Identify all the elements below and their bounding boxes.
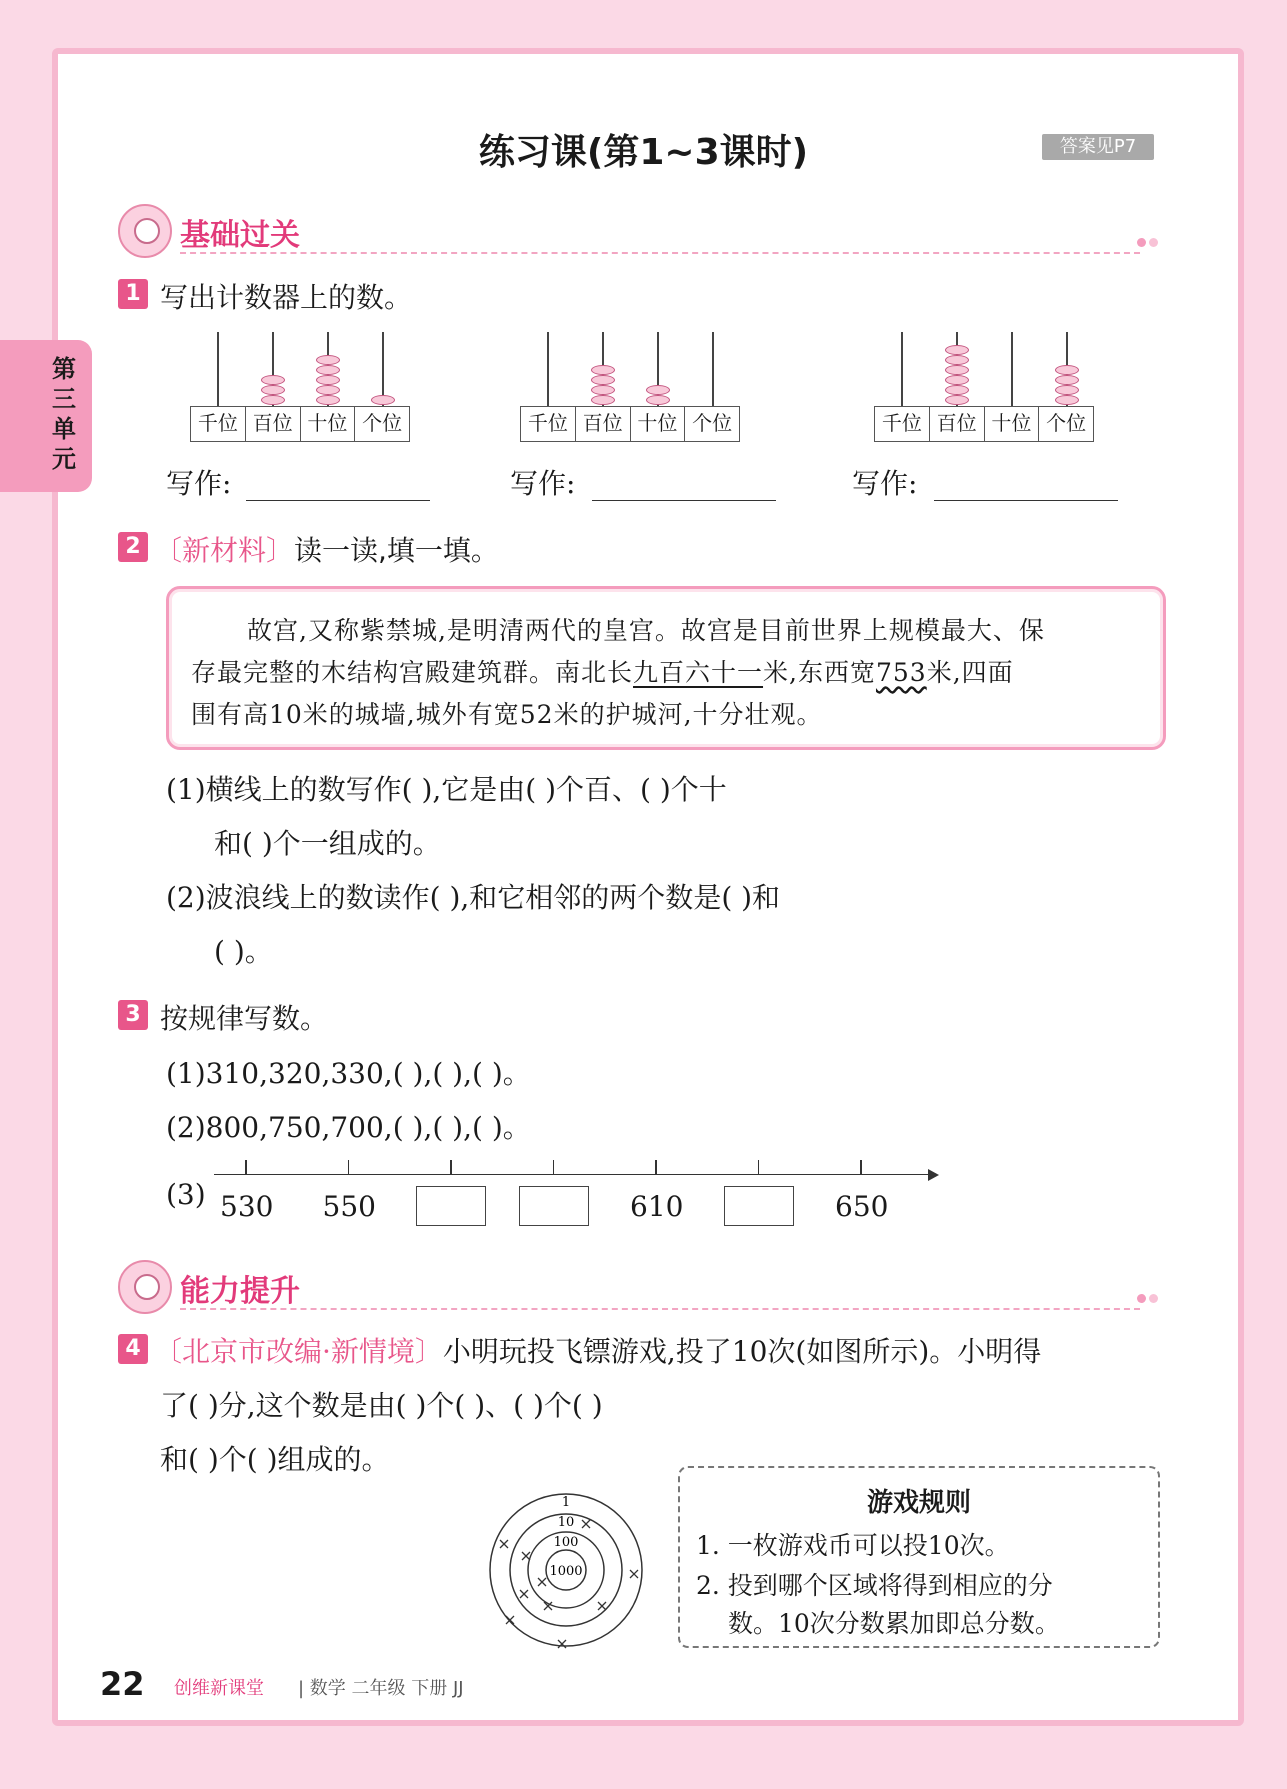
game-rule-1: 1. 一枚游戏币可以投10次。 — [696, 1531, 1010, 1560]
question-4-line1: 〔北京市改编·新情境〕小明玩投飞镖游戏,投了10次(如图所示)。小明得 — [154, 1335, 1042, 1368]
number-line-tick — [348, 1160, 350, 1174]
underlined-number: 九百六十一 — [633, 658, 764, 687]
abacus-bead — [591, 375, 615, 385]
abacus-bead — [316, 385, 340, 395]
abacus-bead — [1055, 365, 1079, 375]
section-divider — [180, 1308, 1140, 1310]
abacus-bead — [945, 375, 969, 385]
number-line-label: 650 — [835, 1190, 889, 1223]
abacus-bead — [261, 395, 285, 405]
target-label-1000: 1000 — [549, 1564, 583, 1579]
write-label: 写作: — [510, 467, 576, 500]
passage-box — [166, 586, 1166, 750]
page-number: 22 — [100, 1665, 145, 1703]
question-4-line2: 了( )分,这个数是由( )个( )、( )个( ) — [160, 1389, 603, 1422]
number-line-tick — [245, 1160, 247, 1174]
answer-blank[interactable] — [934, 500, 1118, 501]
target-label-100: 100 — [553, 1535, 579, 1550]
abacus-bead — [945, 365, 969, 375]
section-title-basic: 基础过关 — [180, 218, 300, 253]
question-1-text: 写出计数器上的数。 — [160, 281, 413, 314]
place-label: 千位 — [521, 407, 576, 441]
abacus-base — [520, 406, 740, 442]
wavy-number: 753 — [875, 658, 927, 687]
question-number-3: 3 — [118, 1000, 148, 1030]
abacus-bead — [1055, 385, 1079, 395]
question-2-sub2-line1: (2)波浪线上的数读作( ),和它相邻的两个数是( )和 — [166, 881, 781, 914]
question-2-line — [154, 529, 499, 569]
question-3-sub1: (1)310,320,330,( ),( ),( )。 — [166, 1057, 531, 1090]
abacus-bead — [261, 385, 285, 395]
number-line-label: 530 — [220, 1190, 274, 1223]
place-label: 百位 — [576, 407, 631, 441]
abacus-bead — [945, 355, 969, 365]
abacus-bead — [1055, 375, 1079, 385]
place-label: 十位 — [631, 407, 686, 441]
section-title-advanced: 能力提升 — [180, 1274, 300, 1309]
question-4-line3: 和( )个( )组成的。 — [160, 1443, 390, 1476]
question-number-4: 4 — [118, 1334, 148, 1364]
number-line-tick — [860, 1160, 862, 1174]
abacus-bead — [591, 365, 615, 375]
unit-side-tab — [0, 340, 92, 492]
abacus-rod — [1011, 332, 1013, 406]
abacus-bead — [945, 395, 969, 405]
dartboard-target — [486, 1490, 646, 1650]
number-line-tick — [553, 1160, 555, 1174]
section-divider — [180, 252, 1140, 254]
place-label: 个位 — [692, 411, 733, 435]
number-line-answer-box[interactable] — [724, 1186, 794, 1226]
question-2-sub1-line2: 和( )个一组成的。 — [214, 827, 441, 860]
arrow-right-icon — [928, 1169, 939, 1181]
number-line-tick — [758, 1160, 760, 1174]
abacus-bead — [316, 365, 340, 375]
number-line-answer-box[interactable] — [519, 1186, 589, 1226]
abacus-bead — [945, 345, 969, 355]
abacus-bead — [945, 385, 969, 395]
girl-avatar-icon — [118, 204, 172, 258]
write-label: 写作: — [852, 467, 918, 500]
question-3-sub3-label: (3) — [166, 1178, 206, 1211]
passage-line-3: 围有高10米的城墙,城外有宽52米的护城河,十分壮观。 — [191, 700, 823, 729]
abacus-rod — [217, 332, 219, 406]
abacus-rod — [712, 332, 714, 406]
place-label: 千位 — [191, 407, 246, 441]
game-rules-title: 游戏规则 — [866, 1488, 971, 1518]
target-label-1: 1 — [561, 1495, 571, 1510]
footer-brand: 创维新课堂 — [174, 1678, 264, 1699]
question-2-text: 读一读,填一填。 — [294, 534, 499, 567]
abacus-bead — [316, 355, 340, 365]
abacus-rod — [547, 332, 549, 406]
section-dots — [1137, 238, 1159, 248]
place-label: 十位 — [985, 407, 1040, 441]
question-3-text: 按规律写数。 — [160, 1002, 329, 1035]
abacus-base — [874, 406, 1094, 442]
place-label: 十位 — [301, 407, 356, 441]
place-label: 百位 — [246, 407, 301, 441]
answer-blank[interactable] — [246, 500, 430, 501]
question-3-sub2: (2)800,750,700,( ),( ),( )。 — [166, 1111, 531, 1144]
place-label: 个位 — [1046, 411, 1087, 435]
unit-side-tab-label: 第三单元 — [52, 355, 76, 473]
abacus-bead — [646, 385, 670, 395]
abacus-bead — [371, 395, 395, 405]
answer-blank[interactable] — [592, 500, 776, 501]
question-2-sub2-line2: ( )。 — [214, 935, 273, 968]
passage-line-2: 存最完整的木结构宫殿建筑群。南北长九百六十一米,东西宽753米,四面 — [191, 658, 1014, 687]
game-rule-2: 2. 投到哪个区域将得到相应的分 — [696, 1571, 1053, 1600]
abacus-bead — [261, 375, 285, 385]
number-line-label: 610 — [630, 1190, 684, 1223]
answer-reference-badge: 答案见P7 — [1042, 134, 1154, 160]
question-2-sub1-line1: (1)横线上的数写作( ),它是由( )个百、( )个十 — [166, 773, 727, 806]
number-line-tick — [450, 1160, 452, 1174]
abacus-bead — [316, 395, 340, 405]
target-label-10: 10 — [557, 1515, 575, 1530]
passage-line-1: 故宫,又称紫禁城,是明清两代的皇宫。故宫是目前世界上规模最大、保 — [247, 616, 1045, 645]
game-rules-box — [678, 1466, 1160, 1648]
question-2-tag: 〔新材料〕 — [154, 534, 295, 567]
number-line-tick — [655, 1160, 657, 1174]
write-label: 写作: — [166, 467, 232, 500]
abacus-bead — [1055, 395, 1079, 405]
question-number-1: 1 — [118, 279, 148, 309]
number-line-label: 550 — [322, 1190, 376, 1223]
abacus-base — [190, 406, 410, 442]
abacus-bead — [591, 385, 615, 395]
abacus-bead — [646, 395, 670, 405]
question-number-2: 2 — [118, 532, 148, 562]
abacus-rod — [901, 332, 903, 406]
number-line-axis — [214, 1174, 930, 1175]
place-label: 百位 — [930, 407, 985, 441]
question-4-tag: 〔北京市改编·新情境〕 — [154, 1335, 443, 1368]
place-label: 个位 — [362, 411, 403, 435]
place-label: 千位 — [875, 407, 930, 441]
section-dots — [1137, 1294, 1159, 1304]
number-line-answer-box[interactable] — [416, 1186, 486, 1226]
footer-info: | 数学 二年级 下册 JJ — [298, 1678, 464, 1699]
game-rule-2-cont: 数。10次分数累加即总分数。 — [728, 1609, 1060, 1638]
page-title: 练习课(第1~3课时) — [478, 132, 809, 173]
abacus-bead — [316, 375, 340, 385]
abacus-bead — [591, 395, 615, 405]
girl-avatar-icon — [118, 1260, 172, 1314]
